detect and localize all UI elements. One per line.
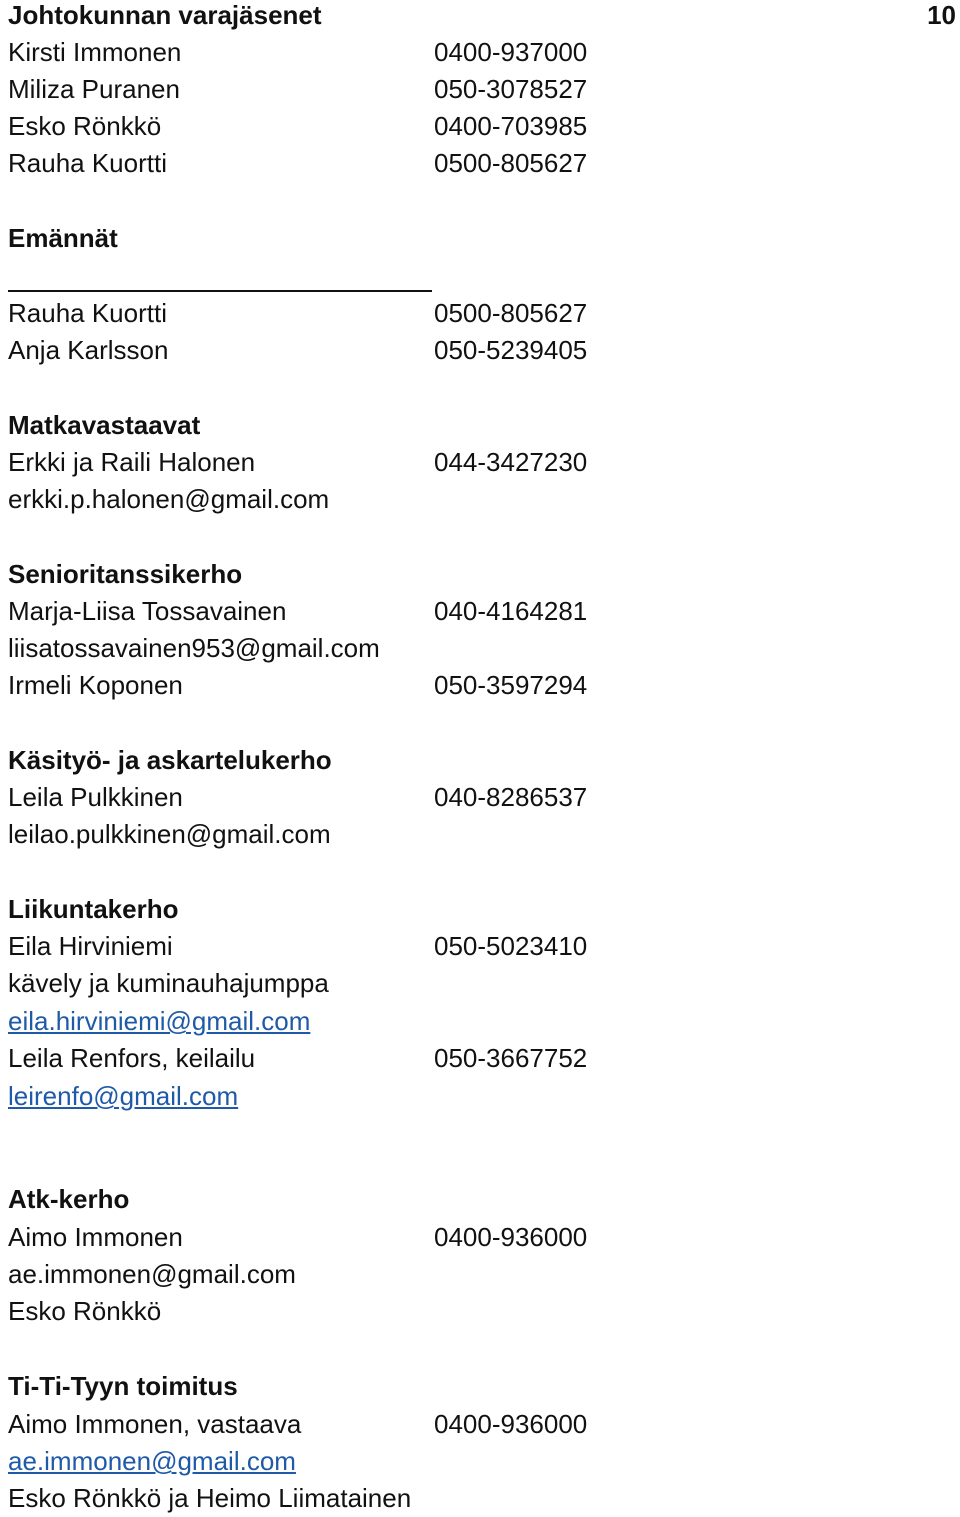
activity-note	[8, 965, 329, 1002]
contact-email-text: ae.immonen@gmail.com	[8, 1259, 296, 1289]
contact-name: Esko Rönkkö	[8, 111, 162, 141]
section-heading-text: Johtokunnan varajäsenet	[8, 0, 322, 30]
contact-name: Leila Renfors, keilailu	[8, 1043, 256, 1073]
section-heading-text: Atk-kerho	[8, 1184, 130, 1214]
contact-name: Erkki ja Raili Halonen	[8, 447, 256, 477]
contact-phone: 050-3667752	[434, 1043, 588, 1073]
contact-email-text: leilao.pulkkinen@gmail.com	[8, 819, 331, 849]
contact-phone: 050-5023410	[434, 931, 588, 961]
email-link[interactable]: eila.hirviniemi@gmail.com	[8, 1006, 311, 1036]
contact-phone: 050-3597294	[434, 670, 588, 700]
contact-phone: 050-3078527	[434, 74, 588, 104]
section-heading-text: Ti-Ti-Tyyn toimitus	[8, 1371, 238, 1401]
contact-name: Esko Rönkkö ja Heimo Liimatainen	[8, 1483, 412, 1513]
contact-name: Anja Karlsson	[8, 335, 169, 365]
section-heading-atk-kerho	[8, 1181, 129, 1218]
contact-email-text: liisatossavainen953@gmail.com	[8, 633, 380, 663]
contact-phone: 044-3427230	[434, 447, 588, 477]
contact-phone: 040-8286537	[434, 782, 588, 812]
contact-email-link-row	[8, 1003, 310, 1040]
contact-email-link-row	[8, 1078, 238, 1115]
contact-email-link-row	[8, 1443, 296, 1480]
section-heading-kasityokerho	[8, 742, 332, 779]
page-number: 10	[927, 0, 956, 30]
contact-email	[8, 481, 329, 518]
contact-email	[8, 816, 331, 853]
contact-phone: 0400-936000	[434, 1222, 588, 1252]
contact-name: Aimo Immonen, vastaava	[8, 1409, 302, 1439]
contact-phone: 0400-936000	[434, 1409, 588, 1439]
contact-name: Aimo Immonen	[8, 1222, 183, 1252]
contact-email-text: erkki.p.halonen@gmail.com	[8, 484, 330, 514]
email-link[interactable]: ae.immonen@gmail.com	[8, 1446, 296, 1476]
contact-phone: 050-5239405	[434, 335, 588, 365]
section-heading-text: Liikuntakerho	[8, 894, 179, 924]
section-heading-liikuntakerho	[8, 891, 178, 928]
contact-email	[8, 630, 380, 667]
section-heading-text: Senioritanssikerho	[8, 559, 243, 589]
signature-rule	[8, 290, 432, 292]
contact-name: Rauha Kuortti	[8, 148, 167, 178]
section-heading-text: Emännät	[8, 223, 118, 253]
contact-email	[8, 1256, 296, 1293]
contact-name: Rauha Kuortti	[8, 298, 167, 328]
email-link[interactable]: leirenfo@gmail.com	[8, 1081, 239, 1111]
contact-phone: 040-4164281	[434, 596, 588, 626]
contact-name: Marja-Liisa Tossavainen	[8, 596, 287, 626]
contact-phone: 0500-805627	[434, 298, 588, 328]
contact-name: Eila Hirviniemi	[8, 931, 173, 961]
section-heading-johtokunnan-varajasenet	[8, 0, 322, 34]
contact-name: Irmeli Koponen	[8, 670, 183, 700]
contact-name: Kirsti Immonen	[8, 37, 182, 67]
section-heading-senioritanssikerho	[8, 556, 242, 593]
contact-name: Esko Rönkkö	[8, 1296, 162, 1326]
section-heading-titityy-toimitus	[8, 1368, 238, 1405]
section-heading-text: Matkavastaavat	[8, 410, 201, 440]
contact-name: Leila Pulkkinen	[8, 782, 183, 812]
contact-phone: 0400-937000	[434, 37, 588, 67]
section-heading-matkavastaavat	[8, 407, 200, 444]
section-heading-text: Käsityö- ja askartelukerho	[8, 745, 332, 775]
activity-note-text: kävely ja kuminauhajumppa	[8, 968, 329, 998]
contact-phone: 0400-703985	[434, 111, 588, 141]
contact-name: Miliza Puranen	[8, 74, 180, 104]
contact-phone: 0500-805627	[434, 148, 588, 178]
section-heading-emannat	[8, 220, 118, 257]
